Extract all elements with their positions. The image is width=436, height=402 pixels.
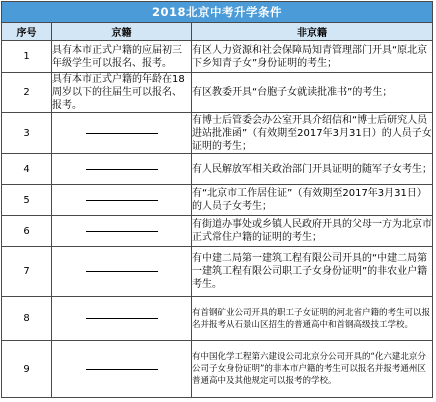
row-number: 9 [2,341,52,398]
row-number: 5 [2,185,52,216]
empty-dash [86,169,158,170]
nonlocal-condition: 有人民解放军相关政治部门开具证明的随军子女考生； [192,154,433,185]
header-nonlocal: 非京籍 [192,23,433,41]
title-row [2,2,433,23]
empty-dash [86,369,158,370]
row-number: 7 [2,247,52,297]
nonlocal-condition: 有首钢矿业公司开具的职工子女证明的河北省户籍的考生可以报名并报考从石景山区招生的普通高中和首钢高级技工学校。 [192,297,433,341]
local-condition: 具有本市正式户籍的年龄在18周岁以下的往届生可以报名、报考。 [52,73,192,113]
table-row [2,247,433,297]
row-number: 3 [2,113,52,154]
nonlocal-condition: 有“北京市工作居住证”（有效期至2017年3月31日）的人员子女考生； [192,185,433,216]
table-row [2,297,433,341]
local-condition-empty [52,185,192,216]
local-condition-empty [52,247,192,297]
local-condition-empty [52,216,192,247]
table-row [2,154,433,185]
admission-table [1,1,433,398]
nonlocal-condition: 有区教委开具“台胞子女就读批准书”的考生； [192,73,433,113]
table-row [2,185,433,216]
local-condition-empty [52,113,192,154]
row-number: 4 [2,154,52,185]
nonlocal-condition: 有区人力资源和社会保障局知青管理部门开具“原北京下乡知青子女”身份证明的考生； [192,41,433,73]
row-number: 8 [2,297,52,341]
header-row [2,23,433,41]
local-condition: 具有本市正式户籍的应届初三年级学生可以报名、报考。 [52,41,192,73]
nonlocal-condition: 有中建二局第一建筑工程有限公司开具的“中建二局第一建筑工程有限公司职工子女身份证明”的非农业户籍考生。 [192,247,433,297]
nonlocal-condition: 有博士后管委会办公室开具介绍信和“博士后研究人员进站批准函”（有效期至2017年3月31日）的人员子女证明的考生； [192,114,432,152]
empty-dash [86,318,158,319]
header-local: 京籍 [52,23,192,41]
local-condition-empty [52,297,192,341]
nonlocal-condition: 有中国化学工程第六建设公司北京分公司开具的“化六建北京分公司子女身份证明”的非本市户籍的考生可以报名并报考通州区普通高中及其他规定可以报考的学校。 [192,341,433,398]
local-condition-empty [52,154,192,185]
empty-dash [86,271,158,272]
row-number: 6 [2,216,52,247]
empty-dash [86,133,158,134]
nonlocal-condition: 有街道办事处或乡镇人民政府开具的父母一方为北京市正式常住户籍的证明的考生； [192,216,433,247]
header-num: 序号 [2,23,52,41]
table-row [2,41,433,73]
table-row [2,73,433,113]
table-row [2,341,433,398]
table-title: 2018北京中考升学条件 [2,2,433,23]
table-row [2,216,433,247]
row-number: 1 [2,41,52,73]
row-number: 2 [2,73,52,113]
empty-dash [86,200,158,201]
local-condition-empty [52,341,192,398]
table-row [2,113,433,154]
empty-dash [86,231,158,232]
